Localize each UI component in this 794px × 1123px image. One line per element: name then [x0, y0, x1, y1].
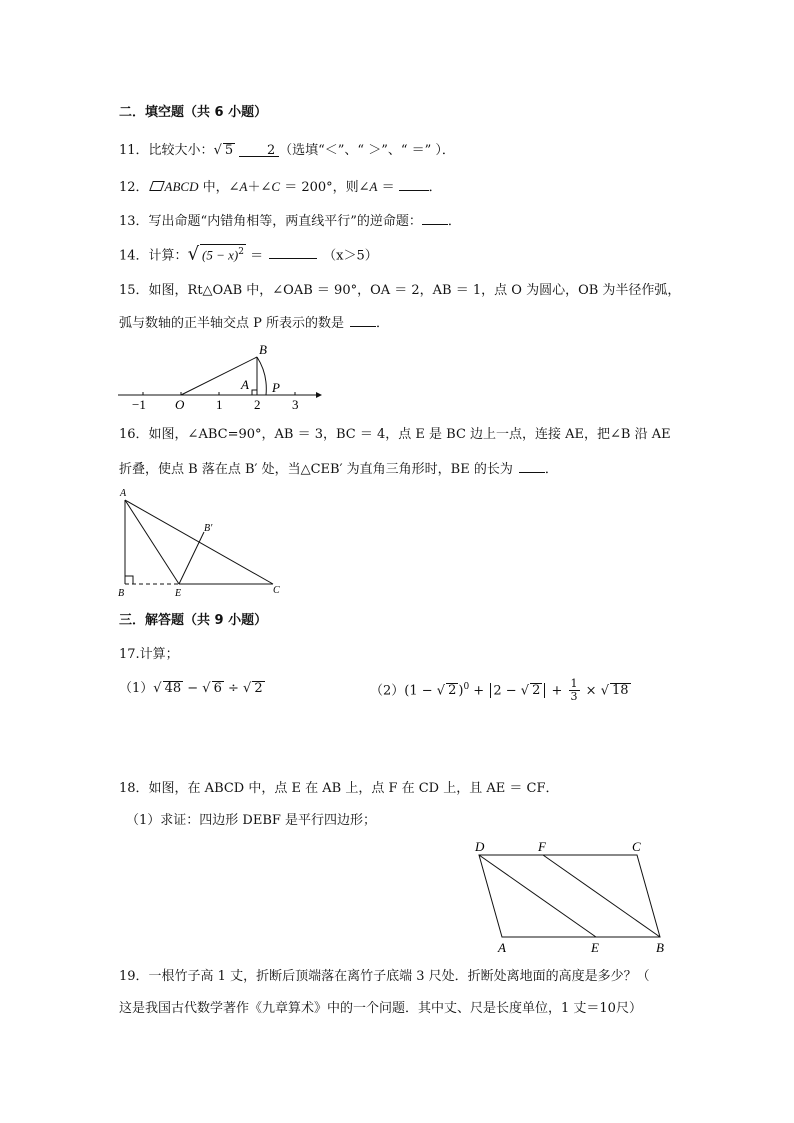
q12-end: ． [428, 180, 442, 195]
right-angle-mark [252, 390, 257, 395]
q14-cond: （x＞5） [323, 248, 378, 264]
q16-number: 16． [119, 427, 149, 442]
question-12 [119, 176, 442, 197]
abs-bar-left [490, 683, 491, 698]
sqrt-icon: √ [202, 681, 211, 696]
question-15-line1 [119, 282, 680, 300]
q17-p1-sqrt6: 6 [213, 681, 222, 696]
q16-text-line1: 如图，∠ABC=90°，AB ＝ 3，BC ＝ 4，点 E 是 BC 边上一点，连接 AE，把∠B 沿 AE [148, 427, 671, 442]
question-18-sub1: （1）求证：四边形 DEBF 是平行四边形； [126, 813, 377, 828]
q12-answer-blank[interactable] [399, 176, 429, 191]
q17-p2-sqrt2: 2 [448, 683, 457, 699]
label-b-prime: B′ [204, 523, 213, 534]
arc-bp [257, 357, 266, 395]
section-title-solutions: 三．解答题（共 9 小题） [119, 613, 268, 628]
label-b: B [118, 588, 125, 599]
q13-text: 写出命题“内错角相等，两直线平行”的逆命题： [148, 214, 422, 229]
q17-p1-label: （1） [119, 681, 154, 696]
sqrt-icon: √ [153, 681, 162, 696]
q17-p2-label: （2） [370, 683, 405, 699]
q12-plus: ＋∠ [247, 180, 272, 195]
segment-eb-prime [179, 532, 204, 584]
q14-inner: (5 − x) [202, 247, 239, 263]
q16-text-line2: 折叠，使点 B 落在点 B′ 处，当△CEB′ 为直角三角形时，BE 的长为 [119, 462, 513, 477]
q14-answer-blank[interactable] [269, 244, 317, 259]
fraction-denominator: 3 [570, 690, 578, 704]
question-17-part1 [119, 680, 265, 698]
sqrt-icon: √ [187, 243, 200, 265]
label-f: F [538, 839, 546, 854]
label-e: E [591, 940, 599, 955]
number-line-figure [118, 340, 328, 412]
sqrt-icon: √ [520, 683, 530, 699]
question-17-part2 [370, 678, 631, 703]
q11-prefix: 比较大小： [148, 143, 214, 158]
q17-p2-sqrt18: 18 [612, 683, 629, 699]
label-c: C [273, 585, 280, 596]
q12-angle-a: A [239, 179, 248, 194]
right-angle-mark [125, 576, 133, 584]
question-16-line2 [119, 458, 558, 479]
q17-p1-minus: − [183, 681, 203, 696]
sqrt-icon: √ [243, 681, 252, 696]
q15-end: ． [376, 316, 390, 331]
q11-suffix: （选填“＜”、“ ＞”、“ ＝” ）． [279, 143, 455, 158]
q12-eq2: ＝ [377, 180, 395, 195]
label-c: C [632, 839, 641, 854]
label-b: B [259, 342, 267, 357]
q17-p2-fraction [569, 678, 580, 703]
q11-answer-blank[interactable] [239, 142, 279, 157]
q12-eq: ＝ 200°，则∠ [280, 180, 370, 195]
fraction-numerator: 1 [570, 677, 578, 691]
q13-answer-blank[interactable] [422, 210, 448, 225]
q12-text: 中，∠ [198, 180, 240, 195]
segment-fb [543, 855, 660, 937]
q14-prefix: 计算： [148, 248, 188, 264]
q12-abcd: ABCD [164, 179, 199, 194]
question-16-line1 [119, 426, 671, 444]
parallelogram-abcd [479, 855, 660, 937]
label-a: A [120, 488, 127, 499]
segment-de [479, 855, 596, 937]
segment-ae [125, 500, 179, 584]
label-3: 3 [292, 397, 299, 412]
q17-p1-sqrt48: 48 [164, 681, 182, 696]
label-minus1: −1 [132, 397, 146, 412]
axis-arrow-icon [316, 392, 322, 398]
q13-number: 13． [119, 214, 149, 229]
q16-end: ． [544, 462, 558, 477]
q12-number: 12． [119, 180, 149, 195]
q17-p2-close: ) [458, 683, 464, 699]
q11-number: 11． [119, 143, 149, 158]
abs-bar-right [544, 683, 545, 698]
q17-p2-exp: 0 [463, 682, 470, 692]
q17-p1-sqrt2: 2 [254, 681, 263, 696]
question-14 [119, 244, 378, 265]
question-19-line1: 19．一根竹子高 1 丈，折断后顶端落在离竹子底端 3 尺处．折断处离地面的高度是多少？（ [119, 969, 650, 984]
q17-p2-abs-inner: 2 − [493, 683, 521, 699]
q14-number: 14． [119, 248, 149, 264]
label-e: E [175, 588, 182, 599]
question-11 [119, 142, 455, 160]
question-19-line2: 这是我国古代数学著作《九章算术》中的一个问题．其中丈、尺是长度单位，1 丈＝10尺） [119, 1001, 642, 1016]
label-2: 2 [254, 397, 261, 412]
label-a: A [241, 377, 249, 392]
sqrt-icon: √ [600, 683, 609, 699]
triangle-fold-figure [116, 486, 288, 602]
question-13 [119, 210, 461, 231]
q14-radicand [200, 244, 246, 263]
label-1: 1 [216, 397, 223, 412]
section-title-fill-in: 二．填空题（共 6 小题） [119, 105, 268, 120]
q17-p2-plus2: + [547, 683, 567, 699]
q15-answer-blank[interactable] [350, 312, 376, 327]
q16-answer-blank[interactable] [519, 458, 545, 473]
sqrt-icon: √ [436, 683, 446, 699]
q13-end: ． [447, 214, 461, 229]
q12-angle-a2: A [369, 179, 378, 194]
label-a: A [498, 940, 506, 955]
question-17-title: 17.计算； [119, 647, 179, 662]
q15-text-line1: 如图，Rt△OAB 中，∠OAB ＝ 90°，OA ＝ 2，AB ＝ 1，点 O 为圆心，OB 为半径作弧， [148, 283, 681, 298]
q17-p1-div: ÷ [223, 681, 244, 696]
q11-sqrt-arg: 5 [224, 143, 234, 158]
parallelogram-figure [470, 838, 672, 958]
q17-p2-times: × [581, 683, 601, 699]
label-b: B [656, 940, 664, 955]
parallelogram-icon [149, 181, 165, 191]
q11-answer: 2 [267, 143, 276, 158]
sqrt-icon: √ [213, 143, 222, 158]
q15-text-line2: 弧与数轴的正半轴交点 P 所表示的数是 [119, 316, 345, 331]
label-p: P [272, 380, 280, 395]
q14-exp: 2 [238, 247, 244, 257]
q15-number: 15． [119, 283, 149, 298]
q17-p2-abs-sqrt2: 2 [532, 683, 541, 699]
q17-p2-open: (1 − [404, 683, 437, 699]
label-d: D [475, 839, 485, 854]
q17-p2-plus1: + [469, 683, 489, 699]
q14-eq: ＝ [245, 248, 264, 264]
q12-angle-c: C [271, 179, 281, 194]
label-o: O [175, 397, 185, 412]
question-15-line2 [119, 312, 389, 333]
question-18-line1: 18．如图，在 ABCD 中，点 E 在 AB 上，点 F 在 CD 上，且 AE ＝ CF． [119, 781, 559, 796]
